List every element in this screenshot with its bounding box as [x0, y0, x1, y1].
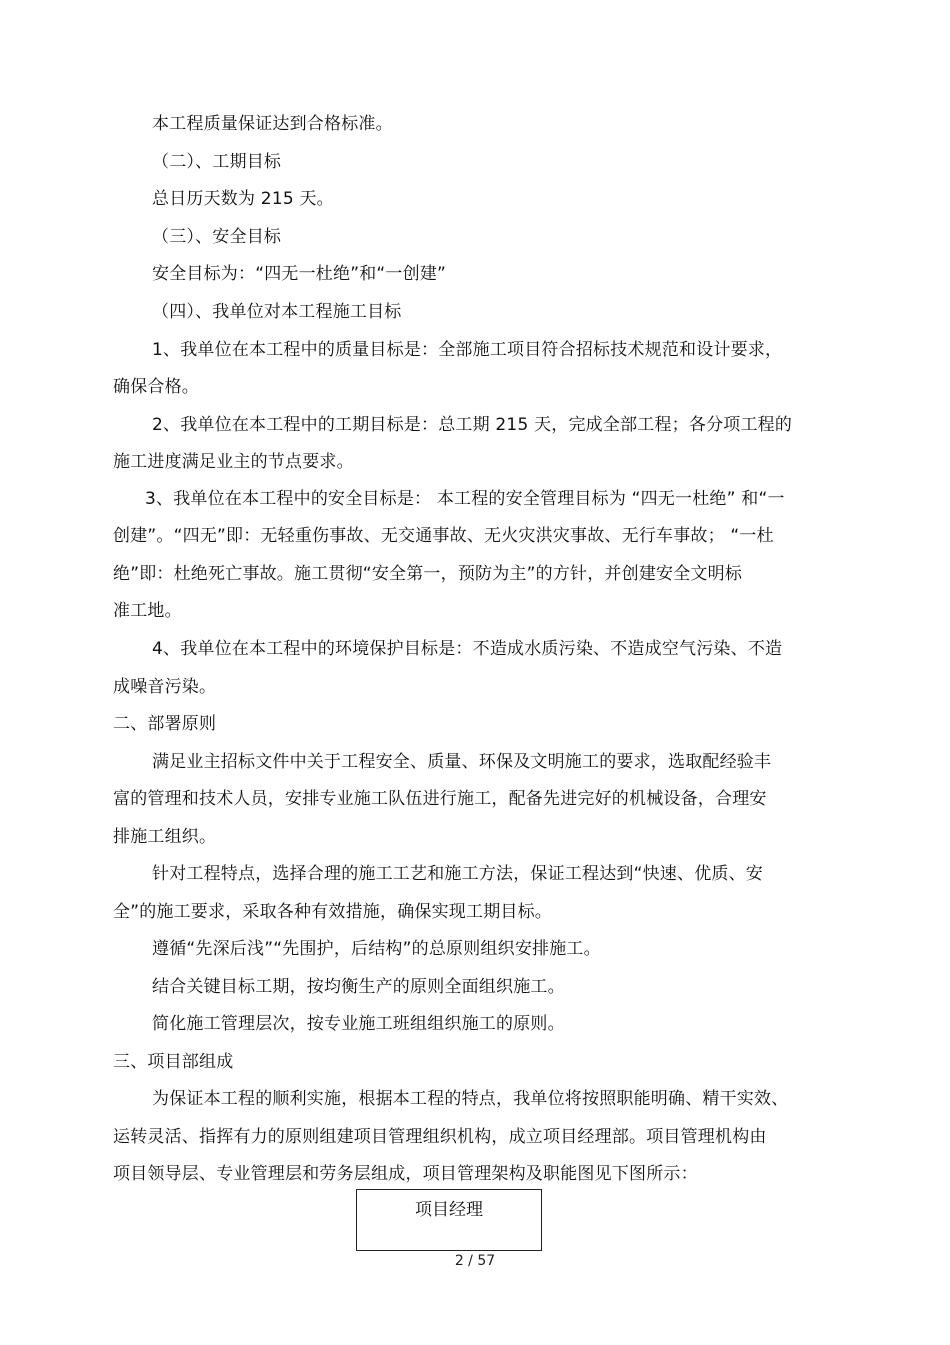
section-heading: （四）、我单位对本工程施工目标	[152, 302, 402, 322]
text-line: 安全目标为：“四无一杜绝”和“一创建”	[152, 264, 447, 284]
text-line: 4、我单位在本工程中的环境保护目标是：不造成水质污染、不造成空气污染、不造	[152, 639, 783, 659]
text-line: 1、我单位在本工程中的质量目标是：全部施工项目符合招标技术规范和设计要求，	[152, 340, 783, 360]
text-line: 创建”。“四无”即：无轻重伤事故、无交通事故、无火灾洪灾事故、无行车事故； “一杜	[113, 526, 774, 546]
text-line: 满足业主招标文件中关于工程安全、质量、环保及文明施工的要求，选取配经验丰	[152, 752, 772, 772]
page-number: 2 / 57	[454, 1253, 496, 1269]
text-line: 准工地。	[113, 601, 182, 621]
text-line: 排施工组织。	[113, 827, 217, 847]
text-line: 确保合格。	[113, 377, 199, 397]
text-line: 简化施工管理层次，按专业施工班组组织施工的原则。	[152, 1014, 565, 1034]
section-heading: （二）、工期目标	[152, 152, 282, 172]
text-line: 2、我单位在本工程中的工期目标是：总工期 215 天，完成全部工程；各分项工程的	[152, 415, 793, 435]
section-heading: （三）、安全目标	[152, 227, 282, 247]
section-heading: 二、部署原则	[113, 714, 217, 734]
text-line: 为保证本工程的顺利实施，根据本工程的特点，我单位将按照职能明确、精干实效、	[152, 1089, 789, 1109]
text-line: 本工程质量保证达到合格标准。	[152, 114, 393, 134]
text-line: 成噪音污染。	[113, 677, 217, 697]
org-chart-top-box	[356, 1189, 542, 1251]
section-heading: 三、项目部组成	[113, 1052, 234, 1072]
text-line: 富的管理和技术人员，安排专业施工队伍进行施工，配备先进完好的机械设备，合理安	[113, 789, 767, 809]
text-line: 结合关键目标工期，按均衡生产的原则全面组织施工。	[152, 977, 565, 997]
text-line: 施工进度满足业主的节点要求。	[113, 452, 354, 472]
text-line: 3、我单位在本工程中的安全目标是： 本工程的安全管理目标为 “四无一杜绝” 和“一	[145, 489, 785, 509]
text-line: 全”的施工要求，采取各种有效措施，确保实现工期目标。	[113, 902, 553, 922]
org-chart-top-box-label: 项目经理	[415, 1200, 483, 1220]
text-line: 运转灵活、指挥有力的原则组建项目管理组织机构，成立项目经理部。项目管理机构由	[113, 1127, 767, 1147]
text-line: 总日历天数为 215 天。	[152, 189, 334, 209]
text-line: 项目领导层、专业管理层和劳务层组成，项目管理架构及职能图见下图所示：	[113, 1164, 698, 1184]
text-line: 遵循“先深后浅”“先围护，后结构”的总原则组织安排施工。	[152, 939, 601, 959]
text-line: 针对工程特点，选择合理的施工工艺和施工方法，保证工程达到“快速、优质、安	[152, 864, 764, 884]
text-line: 绝”即：杜绝死亡事故。施工贯彻“安全第一，预防为主”的方针，并创建安全文明标	[113, 564, 743, 584]
